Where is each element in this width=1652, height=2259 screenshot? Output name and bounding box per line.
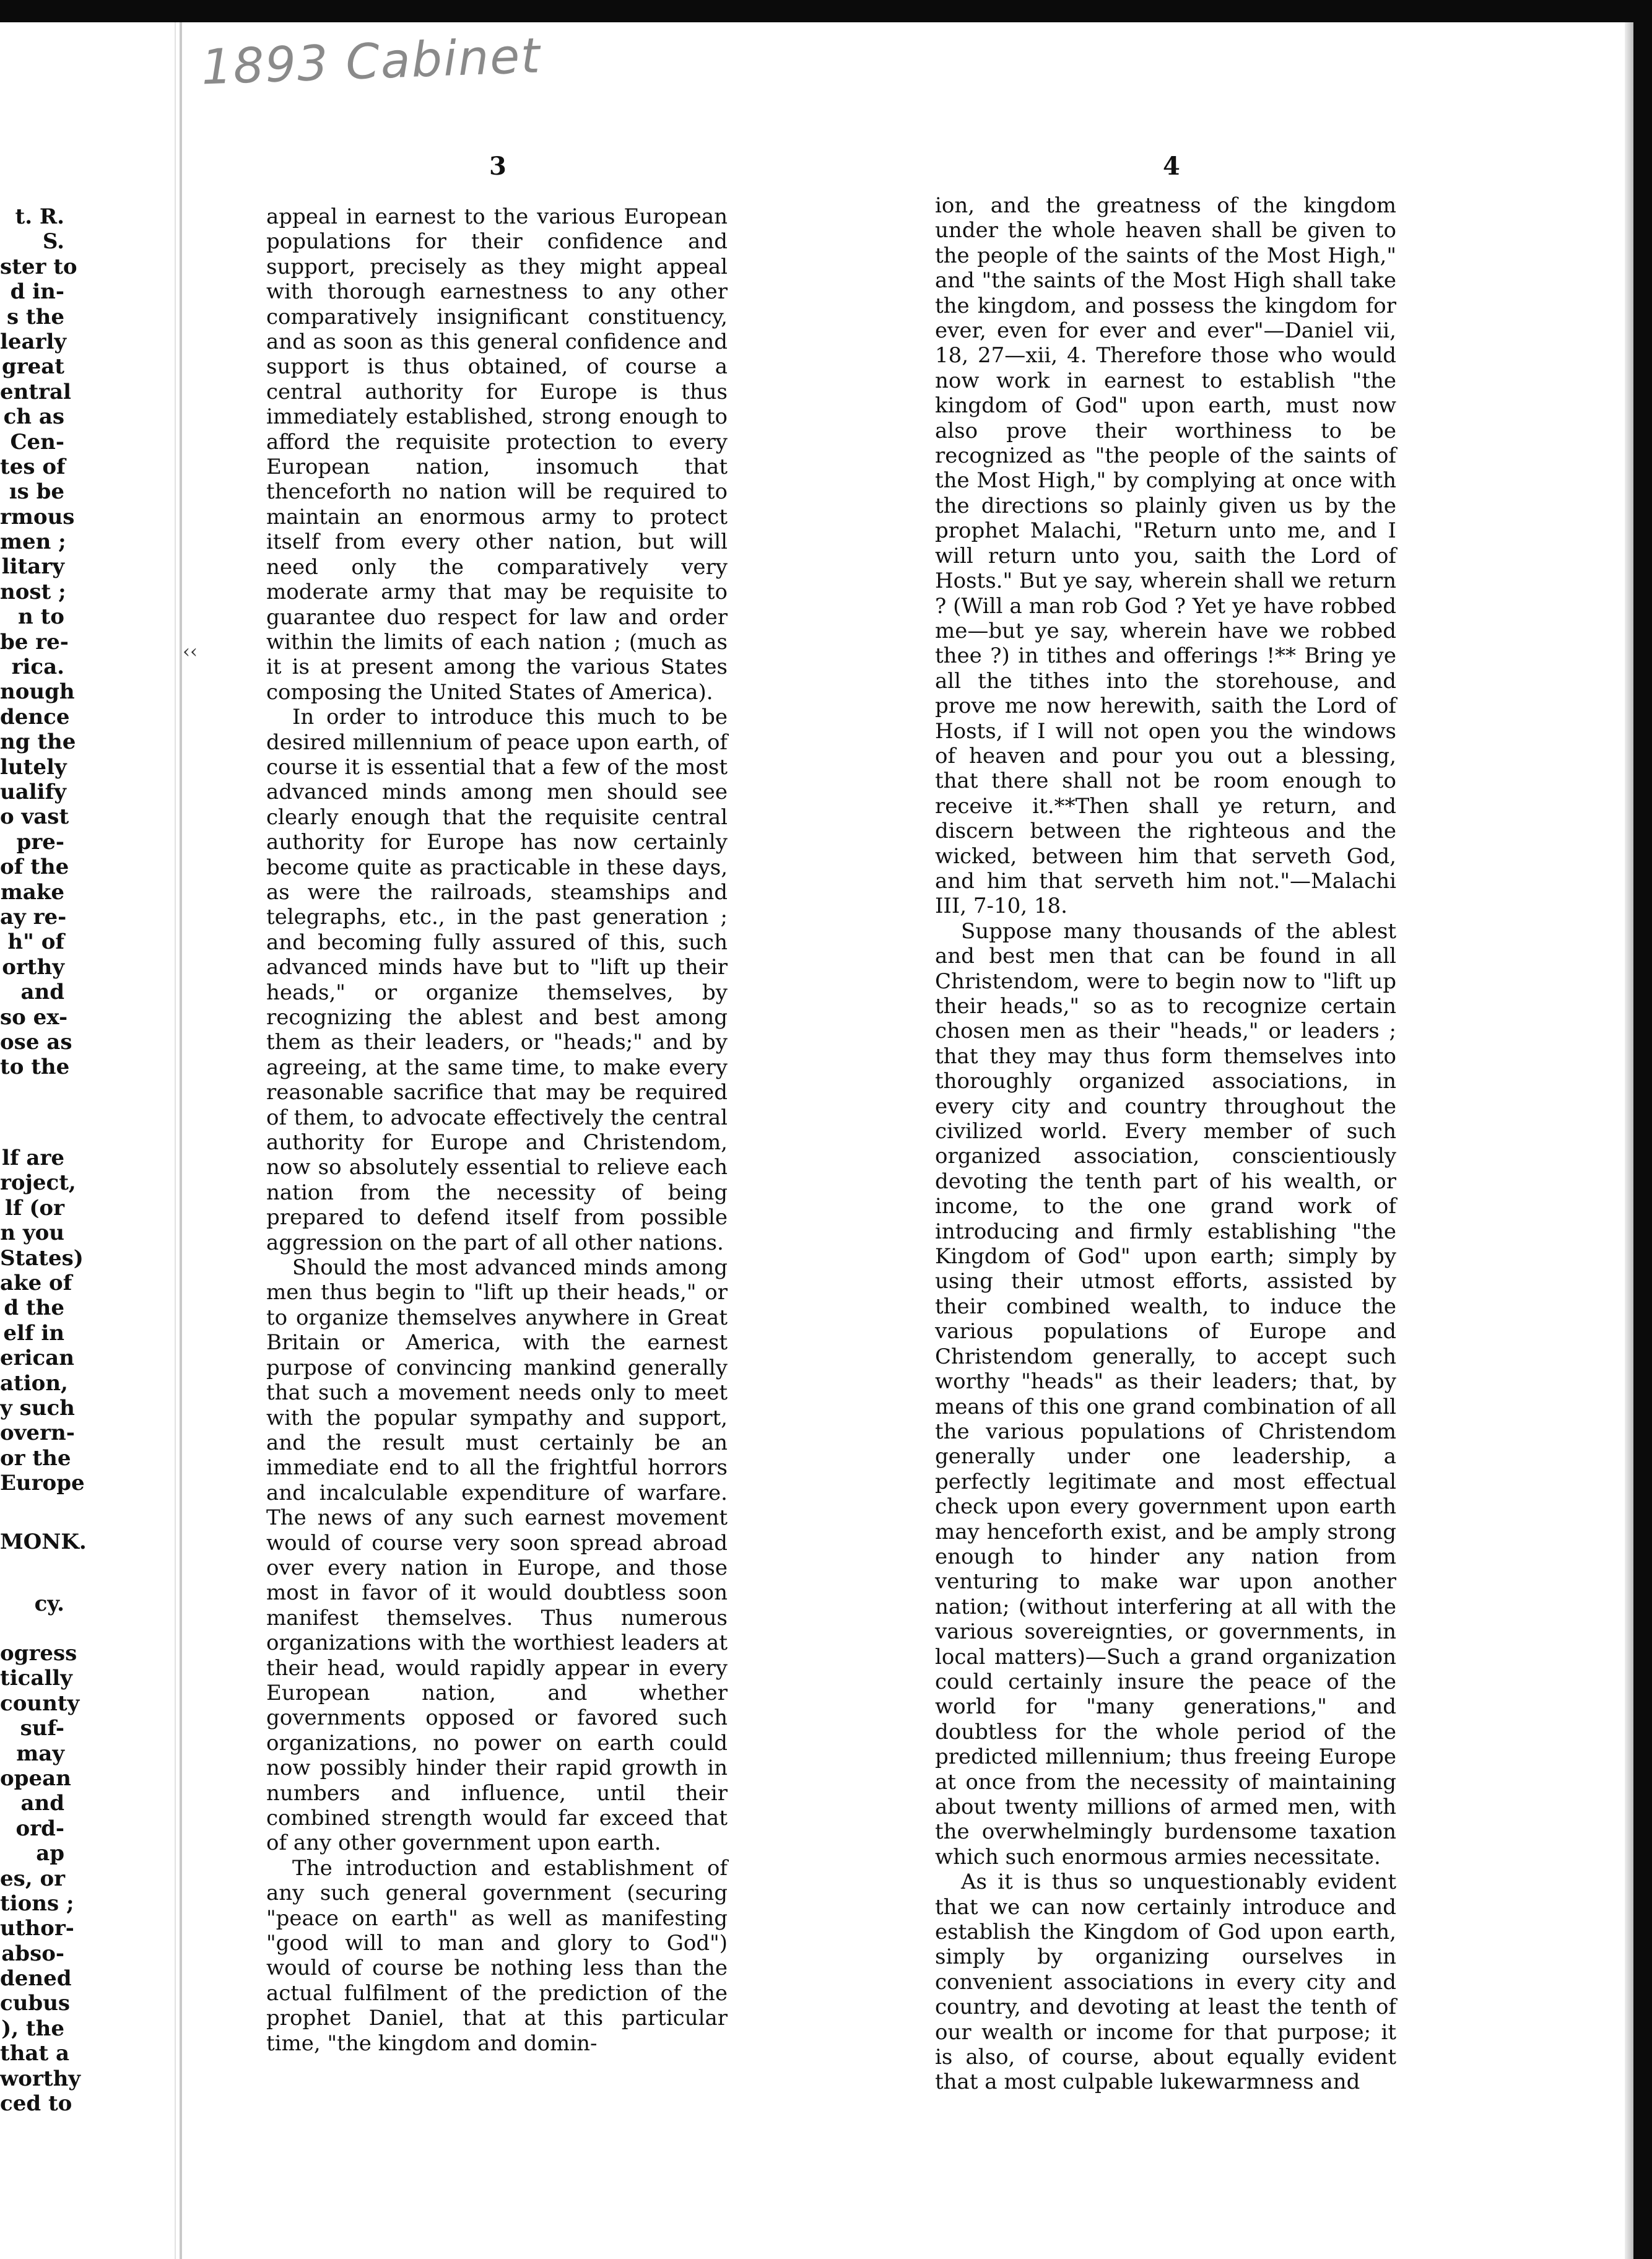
fragment-line: tes of	[0, 454, 66, 479]
left-page-fragment	[0, 204, 87, 2248]
fragment-line: overn-	[0, 1421, 75, 1446]
fragment-line: d in-	[10, 279, 64, 305]
page4-paragraph-3: As it is thus so unquestionably evident that we can now certainly introduce and establish the Kingdom of God upon earth, simply by organizing ourselves in convenient associations in every city and country, and devoting at least the tenth of our wealth or income for that purpose; it is also, of course, about equally evident that a most culpable lukewarmness and	[935, 1869, 1396, 2095]
handwritten-margin-note: 1893 Cabinet	[200, 28, 542, 96]
fragment-line: dence	[0, 704, 70, 729]
fragment-line: pre-	[16, 829, 64, 855]
fragment-line: may	[16, 1741, 64, 1766]
fragment-line: to the	[0, 1055, 70, 1080]
fragment-line: ualify	[0, 779, 66, 804]
fragment-line: orthy	[2, 954, 64, 980]
fragment-line: ced to	[0, 2091, 72, 2117]
fragment-line: nough	[0, 679, 75, 705]
fragment-line: elf in	[3, 1320, 64, 1346]
fragment-line: o vast	[0, 804, 69, 830]
fragment-line: and	[20, 980, 64, 1005]
fragment-line: learly	[0, 329, 67, 354]
fragment-block-3	[0, 1530, 87, 1554]
page3-paragraph-2: In order to introduce this much to be desired millennium of peace upon earth, of course it is essential that a few of the most advanced minds among men should see clearly enough that the requisite central authority for Europe has now certainly become quite as practicable in these days, as were the railroads, steamships and telegraphs, etc., in the past generation ; and becoming fully assured of this, such advanced minds have but to "lift up their heads," or organize themselves, by recognizing the ablest and best among them as their leaders, or "heads;" and by agreeing, at the same time, to make every reasonable sacrifice that may be required of them, to advocate effectively the central authority for Europe and Christendom, now so absolutely essential to relieve each nation from the necessity of being prepared to defend itself from possible aggression on the part of all other nations.	[266, 705, 728, 1255]
fragment-line: rica.	[11, 655, 64, 680]
fragment-line: MONK.	[0, 1530, 87, 1554]
fragment-line: ation,	[0, 1370, 68, 1396]
ink-mark: ‹‹	[183, 641, 198, 663]
fragment-line: uthor-	[0, 1916, 74, 1941]
fragment-line: roject,	[0, 1170, 76, 1196]
page4-column	[935, 193, 1396, 2095]
page-number-4: 4	[1163, 152, 1180, 181]
fragment-line: county	[0, 1691, 80, 1716]
page3-paragraph-3: Should the most advanced minds among men thus begin to "lift up their heads," or to organize themselves anywhere in Great Britain or America, with the earnest purpose of convincing mankind generally that such a movement needs only to meet with the popular sympathy and support, and the result must certainly be an immediate end to all the frightful horrors and incalculable expenditure of warfare. The news of any such earnest movement would of course very soon spread abroad over every nation in Europe, and those most in favor of it would doubtless soon manifest themselves. Thus numerous organizations with the worthiest leaders at their head, would rapidly appear in every European nation, and whether governments opposed or favored such organizations, no power on earth could now possibly hinder their rapid growth in numbers and influence, until their combined strength would far exceed that of any other government upon earth.	[266, 1255, 728, 1856]
fragment-line: ap	[36, 1841, 64, 1866]
fragment-line: erican	[0, 1346, 74, 1371]
fragment-line: Europe	[0, 1471, 85, 1496]
fragment-line: or the	[0, 1445, 71, 1471]
page4-paragraph-2: Suppose many thousands of the ablest and best men that can be found in all Christendom, were to begin now to "lift up their heads," so as to recognize certain chosen men as their "heads," or leaders ; that they may thus form themselves into thoroughly organized associations, in every city and country throughout the civilized world. Every member of such organized association, conscientiously devoting the tenth part of his wealth, or income, to the one grand work of introducing and firmly establishing "the Kingdom of God" upon earth; simply by using their utmost efforts, assisted by their combined wealth, to induce the various populations of Europe and Christendom generally, to accept such worthy "heads" as their leaders; that, by means of this one grand combination of all the various populations of Christendom generally under one leadership, a perfectly legitimate and most effectual check upon every government upon earth may henceforth exist, and be amply strong enough to hinder any nation from venturing to make war upon another nation; (without interfering at all with the various sovereignties, or governments, in local matters)—Such a grand organization could certainly insure the peace of the world for "many generations," and doubtless for the whole period of the predicted millennium; thus freeing Europe at once from the necessity of maintaining about twenty millions of armed men, with the overwhelmingly burdensome taxation which such enormous armies necessitate.	[935, 918, 1396, 1869]
scan-border-right	[1633, 0, 1652, 2259]
page-number-3: 3	[489, 152, 506, 181]
fragment-line: nost ;	[0, 579, 66, 604]
fragment-line: ose as	[0, 1029, 72, 1055]
fragment-line: n you	[0, 1221, 64, 1246]
scan-border-top	[0, 0, 1652, 22]
page-gutter-shadow	[175, 22, 176, 2259]
fragment-line: t. R.	[15, 204, 64, 229]
page-fold	[180, 22, 182, 2259]
fragment-line: suf-	[20, 1716, 64, 1741]
fragment-line: ay re-	[0, 904, 67, 929]
fragment-line: so ex-	[0, 1004, 68, 1030]
fragment-line: ake of	[0, 1270, 72, 1295]
page4-paragraph-1: ion, and the greatness of the kingdom under the whole heaven shall be given to the people of the saints of the Most High," and "the saints of the Most High shall take the kingdom, and possess the kingdom for ever, even for ever and ever"—Daniel vii, 18, 27—xii, 4. Therefore those who would now work in earnest to establish "the kingdom of God" upon earth, must now also prove their worthiness to be recognized as "the people of the saints of the Most High," by complying at once with the directions so plainly given us by the prophet Malachi, "Return unto me, and I will return unto you, saith the Lord of Hosts." But ye say, wherein shall we return ? (Will a man rob God ? Yet ye have robbed me—but ye say, wherein have we robbed thee ?) in tithes and offerings !** Bring ye all the tithes into the storehouse, and prove me now herewith, saith the Lord of Hosts, if I will not open you the windows of heaven and pour you out a blessing, that there shall not be room enough to receive it.**Then shall ye return, and discern between the righteous and the wicked, between him that serveth God, and him that serveth him not."—Malachi III, 7-10, 18.	[935, 193, 1396, 919]
fragment-line: d the	[4, 1295, 64, 1321]
fragment-line: States)	[0, 1245, 84, 1271]
fragment-line: of the	[0, 855, 69, 880]
fragment-line: ch as	[3, 404, 64, 430]
fragment-line: lutely	[0, 754, 67, 780]
fragment-line: great	[1, 354, 64, 380]
fragment-line: Cen-	[10, 429, 64, 455]
fragment-line: opean	[0, 1765, 71, 1791]
fragment-line: cy.	[34, 1591, 64, 1616]
page3-paragraph-1: appeal in earnest to the various European populations for their confidence and support, precisely as they might appeal with thorough earnestness to any other comparatively insignificant constituency, and as soon as this general confidence and support is thus obtained, of course a central authority for Europe is thus immediately established, strong enough to afford the requisite protection to every European nation, insomuch that thenceforth no nation will be required to maintain an enormous army to protect itself from every other nation, but will need only the comparatively very moderate army that may be requisite to guarantee duo respect for law and order within the limits of each nation ; (much as it is at present among the various States composing the United States of America).	[266, 204, 728, 705]
fragment-line: n to	[18, 604, 64, 630]
page3-paragraph-4: The introduction and establishment of any such general government (securing "peace on earth" as well as manifesting "good will to man and glory to God") would of course be nothing less than the actual fulfilment of the prediction of the prophet Daniel, that at this particular time, "the kingdom and domin-	[266, 1855, 728, 2056]
fragment-line: lf are	[2, 1146, 64, 1170]
fragment-line: rmous	[0, 504, 75, 529]
fragment-line: S.	[42, 229, 64, 255]
fragment-block-2	[0, 1146, 85, 1496]
fragment-line: entral	[0, 379, 71, 404]
fragment-line: worthy	[0, 2066, 81, 2091]
page3-column	[266, 204, 728, 2056]
fragment-line: litary	[1, 554, 64, 580]
fragment-line: tions ;	[0, 1891, 74, 1916]
fragment-line: be re-	[0, 629, 69, 655]
fragment-line: men ;	[0, 529, 66, 555]
fragment-line: y such	[0, 1395, 75, 1421]
fragment-line: lf (or	[4, 1195, 64, 1221]
fragment-line: cubus	[0, 1991, 71, 2016]
fragment-line: make	[0, 879, 64, 905]
fragment-line: abso-	[1, 1941, 64, 1966]
fragment-line: ogress	[0, 1641, 77, 1666]
fragment-line: dened	[0, 1966, 72, 1991]
fragment-line: es, or	[0, 1866, 66, 1891]
fragment-line: ng the	[0, 729, 76, 755]
fragment-line: h" of	[7, 929, 64, 955]
fragment-line: ster to	[0, 254, 77, 279]
fragment-line: ıs be	[9, 479, 64, 505]
fragment-line: s the	[6, 304, 64, 329]
fragment-line: and	[20, 1791, 64, 1816]
page-edge-shadow	[1625, 22, 1633, 2259]
fragment-block-1	[0, 204, 77, 1080]
fragment-line: that a	[0, 2041, 70, 2066]
fragment-line: ord-	[15, 1816, 64, 1841]
fragment-line: ), the	[1, 2016, 64, 2041]
fragment-block-5	[0, 1641, 81, 2117]
fragment-block-4	[0, 1591, 64, 1616]
fragment-line: tically	[0, 1666, 72, 1691]
